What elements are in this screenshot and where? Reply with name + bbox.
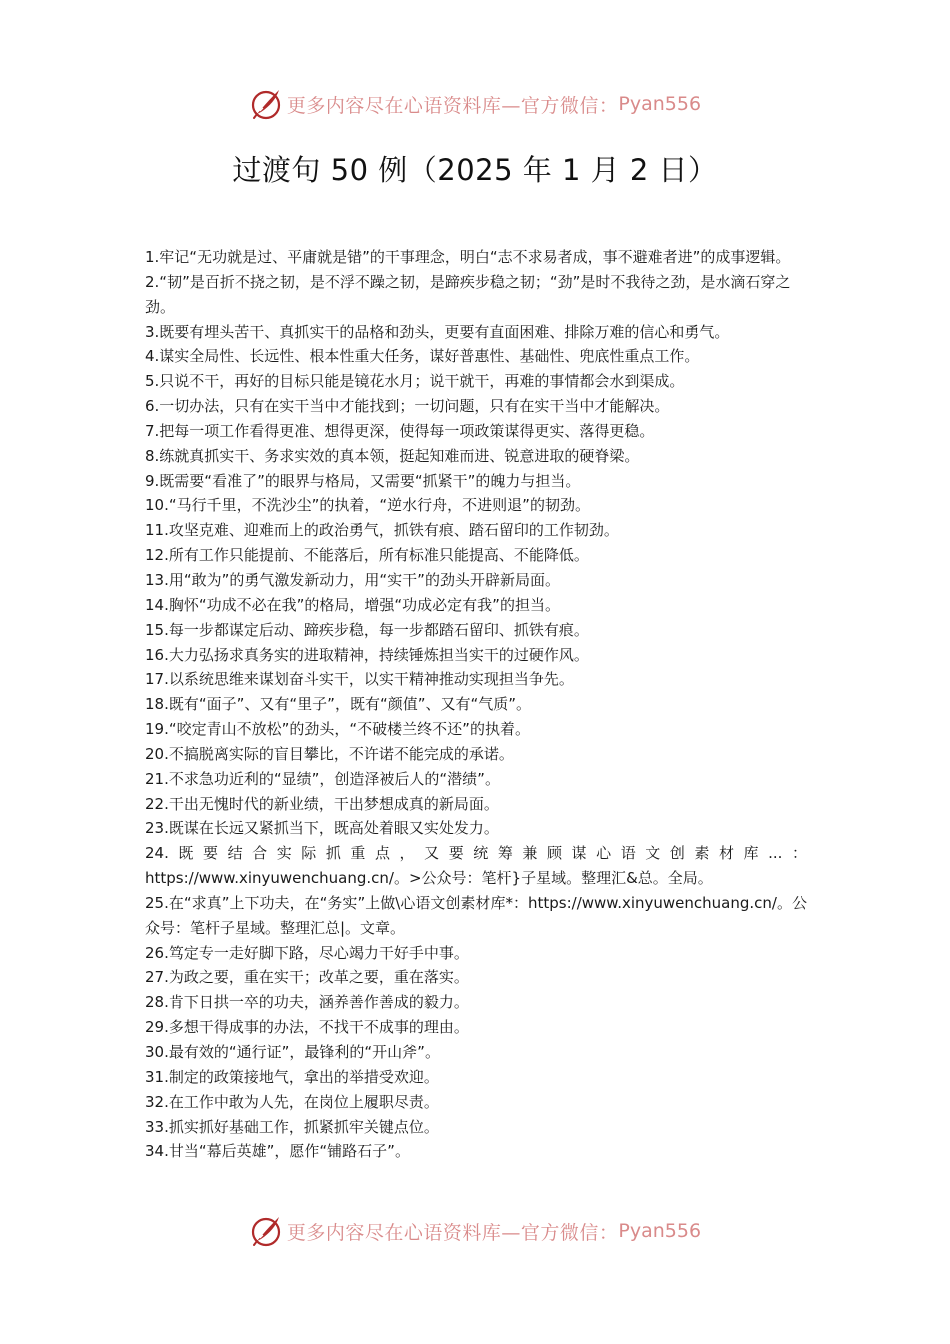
list-item: 32.在工作中敢为人先，在岗位上履职尽责。 <box>145 1092 439 1111</box>
footer-watermark <box>0 1211 950 1251</box>
list-item: 1.牢记“无功就是过、平庸就是错”的干事理念，明白“志不求易者成，事不避难者进”的成事逻辑。 <box>145 248 791 266</box>
list-item: 33.抓实抓好基础工作，抓紧抓牢关键点位。 <box>145 1117 439 1136</box>
list-item: 29.多想干得成事的办法，不找干不成事的理由。 <box>145 1018 469 1037</box>
watermark-text: 更多内容尽在心语资料库—官方微信： <box>286 94 619 117</box>
list-item: 2.“韧”是百折不挠之韧，是不浮不躁之韧，是蹄疾步稳之韧；“劲”是时不我待之劲，是水滴石穿之劲。 <box>145 272 791 316</box>
list-item: 4.谋实全局性、长远性、根本性重大任务，谋好普惠性、基础性、兜底性重点工作。 <box>145 347 700 366</box>
list-item: 10.“马行千里，不洗沙尘”的执着，“逆水行舟，不进则退”的韧劲。 <box>145 496 590 515</box>
list-item: 22.干出无愧时代的新业绩，干出梦想成真的新局面。 <box>145 794 499 813</box>
watermark-handle: Pyan556 <box>618 93 702 115</box>
list-item: 8.练就真抓实干、务求实效的真本领，挺起知难而进、锐意进取的硬脊梁。 <box>145 446 640 465</box>
list-item: 6.一切办法，只有在实干当中才能找到；一切问题，只有在实干当中才能解决。 <box>145 397 670 416</box>
list-item: 23.既谋在长远又紧抓当下，既高处着眼又实处发力。 <box>145 819 499 838</box>
list-item: 14.胸怀“功成不必在我”的格局，增强“功成必定有我”的担当。 <box>145 595 560 614</box>
list-item: 3.既要有埋头苦干、真抓实干的品格和劲头，更要有直面困难、排除万难的信心和勇气。 <box>145 322 730 341</box>
list-item: 12.所有工作只能提前、不能落后，所有标准只能提高、不能降低。 <box>145 546 589 565</box>
list-item: 26.笃定专一走好脚下路，尽心竭力干好手中事。 <box>145 943 469 962</box>
list-item: 20.不搞脱离实际的盲目攀比，不许诺不能完成的承诺。 <box>145 744 514 763</box>
list-item: 19.“咬定青山不放松”的劲头，“不破楼兰终不还”的执着。 <box>145 720 530 739</box>
list-item: 16.大力弘扬求真务实的进取精神，持续锤炼担当实干的过硬作风。 <box>145 645 589 664</box>
list-item: 17.以系统思维来谋划奋斗实干，以实干精神推动实现担当争先。 <box>145 670 574 689</box>
list-item: 5.只说不干，再好的目标只能是镜花水月；说干就干，再难的事情都会水到渠成。 <box>145 372 685 391</box>
list-item: 25.在“求真”上下功夫，在“务实”上做\心语文创素材库*：https://www.xinyuwenchuang.cn/。公众号：笔杆子星域。整理汇总|。文章。 <box>145 893 807 937</box>
list-item: 27.为政之要，重在实干；改革之要，重在落实。 <box>145 968 469 987</box>
quill-logo-icon <box>249 87 283 121</box>
watermark-handle: Pyan556 <box>618 1220 702 1242</box>
watermark-text: 更多内容尽在心语资料库—官方微信： <box>286 1221 619 1244</box>
list-item: 34.甘当“幕后英雄”，愿作“铺路石子”。 <box>145 1142 410 1161</box>
header-watermark <box>0 84 950 124</box>
list-item: 28.肯下日拱一卒的功夫，涵养善作善成的毅力。 <box>145 993 469 1012</box>
list-item: 15.每一步都谋定后动、蹄疾步稳，每一步都踏石留印、抓铁有痕。 <box>145 620 589 639</box>
list-item: 9.既需要“看准了”的眼界与格局，又需要“抓紧干”的魄力与担当。 <box>145 471 581 490</box>
list-item: 18.既有“面子”、又有“里子”，既有“颜值”、又有“气质”。 <box>145 695 532 714</box>
list-item: 11.攻坚克难、迎难而上的政治勇气，抓铁有痕、踏石留印的工作韧劲。 <box>145 521 619 540</box>
quill-logo-icon <box>249 1214 283 1248</box>
page-title: 过渡句 50 例（2025 年 1 月 2 日） <box>232 153 718 187</box>
list-item: 13.用“敢为”的勇气激发新动力，用“实干”的劲头开辟新局面。 <box>145 570 560 589</box>
list-item: 24.既要结合实际抓重点，又要统筹兼顾谋心语文创素材库...：https://www.xinyuwenchuang.cn/。>公众号：笔杆}子星域。整理汇&总。全局。 <box>145 844 807 888</box>
list-item: 31.制定的政策接地气，拿出的举措受欢迎。 <box>145 1067 439 1086</box>
list-item: 30.最有效的“通行证”，最锋利的“开山斧”。 <box>145 1043 440 1061</box>
list-item: 7.把每一项工作看得更准、想得更深，使得每一项政策谋得更实、落得更稳。 <box>145 421 655 440</box>
list-item: 21.不求急功近利的“显绩”，创造泽被后人的“潜绩”。 <box>145 769 500 788</box>
sentence-list <box>145 245 807 1164</box>
